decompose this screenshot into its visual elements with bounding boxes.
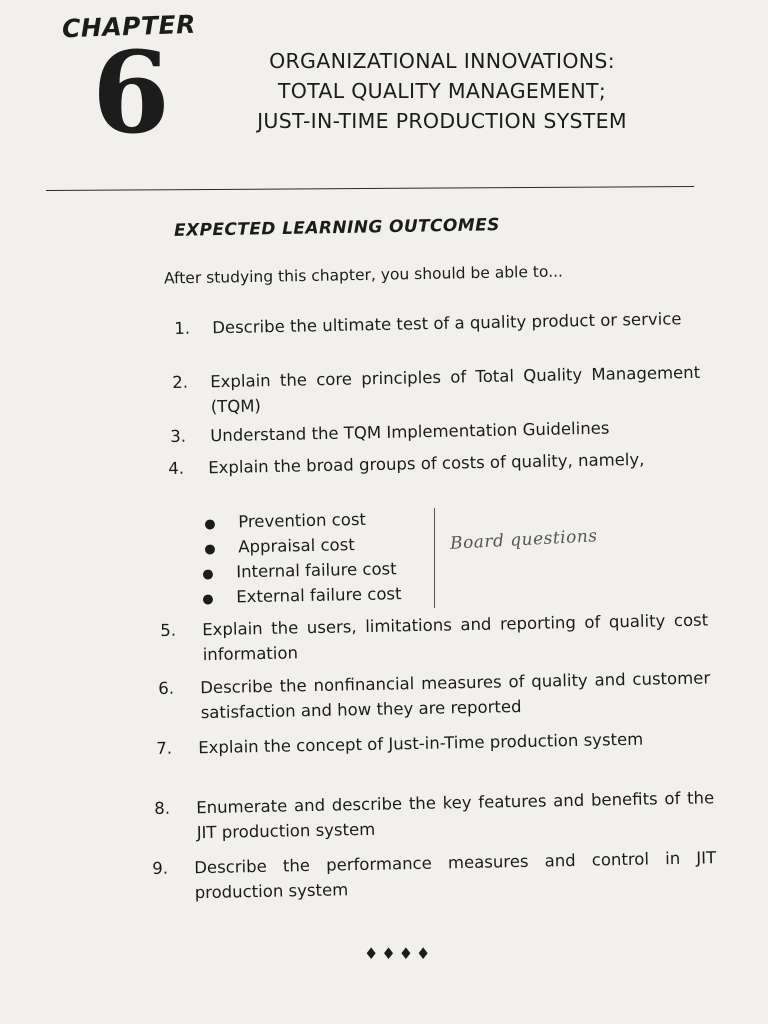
item-number: 8. [154, 798, 171, 818]
chapter-title [212, 46, 672, 136]
item-text: Explain the broad groups of costs of quality, namely, [208, 449, 645, 478]
list-item [172, 360, 701, 422]
footer-ornament: ♦♦♦♦ [364, 944, 434, 963]
cost-label: Appraisal cost [238, 535, 355, 557]
item-number: 2. [172, 372, 189, 392]
bullet-icon: ● [202, 591, 214, 607]
header-divider [46, 186, 694, 191]
item-number: 9. [152, 858, 169, 878]
item-number: 4. [168, 458, 185, 478]
handwritten-bracket [434, 508, 443, 608]
list-item [158, 665, 711, 728]
list-item [156, 725, 713, 788]
item-text: Describe the performance measures and control in JIT production system [194, 848, 717, 903]
list-item [174, 306, 703, 368]
list-item [168, 446, 703, 508]
chapter-label: CHAPTER [61, 9, 197, 44]
bullet-icon: ● [202, 566, 214, 582]
cost-label: External failure cost [236, 584, 402, 607]
item-text: Explain the core principles of Total Quality Management (TQM) [210, 362, 701, 417]
chapter-title-line: JUST-IN-TIME PRODUCTION SYSTEM [257, 109, 627, 133]
item-number: 3. [170, 426, 187, 446]
bullet-icon: ● [204, 541, 216, 557]
cost-label: Prevention cost [238, 509, 367, 532]
chapter-title-line: TOTAL QUALITY MANAGEMENT; [277, 79, 607, 103]
intro-text: After studying this chapter, you should be able to... [163, 262, 564, 288]
chapter-number: 6 [92, 28, 170, 159]
item-text: Explain the users, limitations and reporting of quality cost information [202, 610, 709, 665]
item-text: Understand the TQM Implementation Guidelines [210, 418, 610, 446]
cost-label: Internal failure cost [236, 559, 397, 582]
item-text: Explain the concept of Just-in-Time production system [198, 729, 644, 758]
list-item [160, 607, 709, 670]
chapter-title-line: ORGANIZATIONAL INNOVATIONS: [269, 49, 615, 73]
item-text: Describe the nonfinancial measures of quality and customer satisfaction and how they are reported [200, 668, 711, 723]
item-number: 1. [174, 318, 191, 338]
item-text: Enumerate and describe the key features and benefits of the JIT production system [196, 788, 715, 843]
item-number: 6. [158, 678, 175, 698]
item-text: Describe the ultimate test of a quality product or service [212, 309, 682, 338]
list-item [154, 785, 715, 848]
section-heading: EXPECTED LEARNING OUTCOMES [173, 215, 500, 241]
item-number: 7. [156, 738, 173, 758]
cost-list-item [202, 581, 402, 612]
bullet-icon: ● [204, 516, 216, 532]
item-number: 5. [160, 620, 177, 640]
handwritten-note: Board questions [449, 526, 599, 554]
list-item [152, 845, 717, 908]
